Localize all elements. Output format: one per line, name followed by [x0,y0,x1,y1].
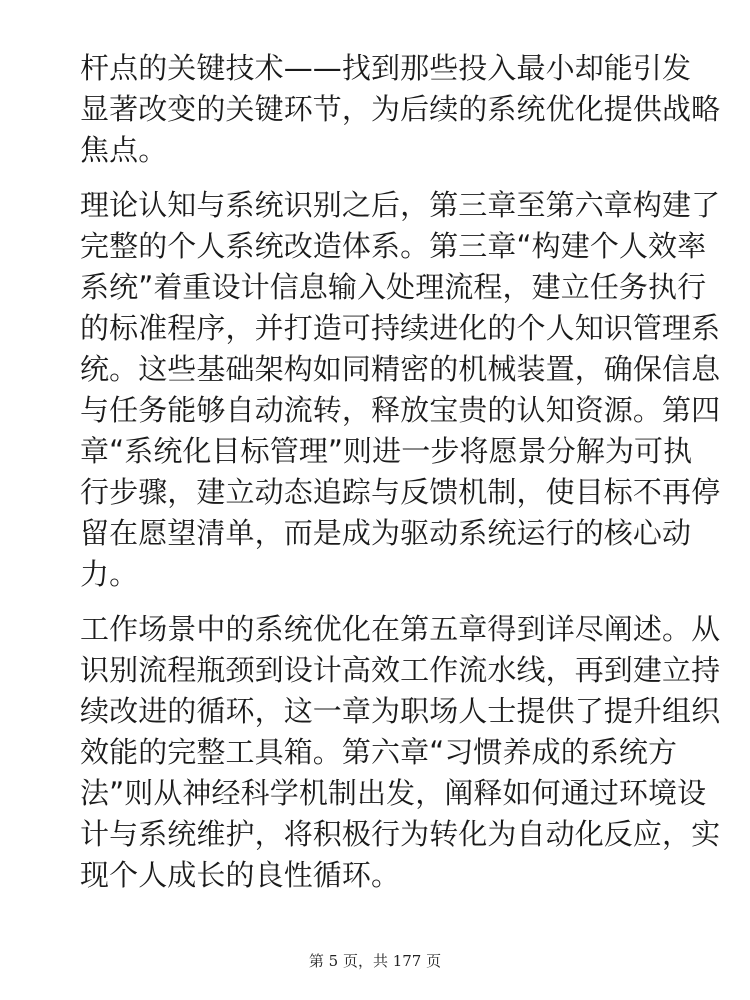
text-line: 与任务能够自动流转，释放宝贵的认知资源。第四 [80,393,721,427]
text-line: 焦点。 [80,133,168,167]
text-line: 识别流程瓶颈到设计高效工作流水线，再到建立持 [80,653,721,687]
text-line: 完整的个人系统改造体系。第三章“构建个人效率 [80,229,707,263]
text-line: 的标准程序，并打造可持续进化的个人知识管理系 [80,311,721,345]
text-line: 效能的完整工具箱。第六章“习惯养成的系统方 [80,735,678,769]
text-line: 杆点的关键技术——找到那些投入最小却能引发 [80,51,692,85]
paragraph [80,609,721,896]
text-line: 续改进的循环，这一章为职场人士提供了提升组织 [80,694,721,728]
text-line: 计与系统维护，将积极行为转化为自动化反应，实 [80,817,721,851]
text-line: 章“系统化目标管理”则进一步将愿景分解为可执 [80,434,693,468]
text-line: 行步骤，建立动态追踪与反馈机制，使目标不再停 [80,475,721,509]
text-line: 理论认知与系统识别之后，第三章至第六章构建了 [80,188,721,222]
text-line: 系统”着重设计信息输入处理流程，建立任务执行 [80,270,707,304]
text-line: 显著改变的关键环节，为后续的系统优化提供战略 [80,92,721,126]
text-line: 力。 [80,557,139,591]
page-number: 第 5 页，共 177 页 [308,952,442,970]
paragraph [80,185,721,595]
paragraph [80,48,721,171]
text-line: 统。这些基础架构如同精密的机械装置，确保信息 [80,352,721,386]
text-line: 留在愿望清单，而是成为驱动系统运行的核心动 [80,516,692,550]
text-line: 现个人成长的良性循环。 [80,858,401,892]
text-line: 法”则从神经科学机制出发，阐释如何通过环境设 [80,776,707,810]
text-line: 工作场景中的系统优化在第五章得到详尽阐述。从 [80,612,721,646]
document-body [80,48,721,896]
